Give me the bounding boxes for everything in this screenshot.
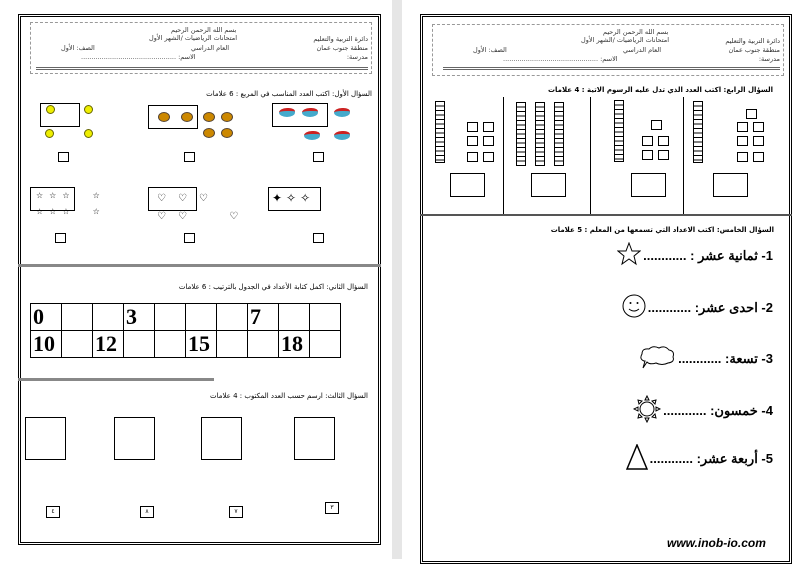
answer-box[interactable]: [184, 233, 195, 243]
grade: الصف: الأول: [473, 46, 507, 54]
digit-box: ٧: [229, 506, 243, 518]
table-cell: 0: [31, 304, 62, 331]
listening-item-text: 2- احدى عشر: ............: [647, 299, 773, 315]
draw-box[interactable]: [25, 417, 66, 460]
table-cell[interactable]: [155, 331, 186, 358]
table-cell[interactable]: [310, 331, 341, 358]
listening-item-text: 5- أربعة عشر: ............: [649, 450, 773, 466]
draw-box[interactable]: [114, 417, 155, 460]
digit-box: ٣: [325, 502, 339, 514]
heart-icons: ♡♡♡ ♡♡ ♡: [157, 193, 251, 222]
answer-box[interactable]: [58, 152, 69, 162]
exam-title: امتحانات الرياضيات /الشهر الأول: [149, 34, 238, 42]
numbers-table: [30, 303, 341, 358]
sparkle-icons: ✦✧✧: [272, 191, 315, 205]
q4-title: السؤال الرابع: اكتب العدد الذي تدل عليه الرسوم الاتية : 4 علامات: [547, 86, 773, 94]
answer-box[interactable]: [313, 233, 324, 243]
header-divider: [36, 67, 368, 70]
table-cell: 10: [31, 331, 62, 358]
listening-item-text: 3- تسعة: ............: [678, 350, 773, 366]
table-cell[interactable]: [217, 331, 248, 358]
q5-title: السؤال الخامس: اكتب الاعداد التي تسمعها من المعلم : 5 علامات: [550, 226, 774, 234]
student-name[interactable]: الاسم: ..............................................: [81, 53, 196, 61]
star-icons: ☆☆☆ ☆ ☆☆☆ ☆: [36, 191, 106, 216]
directorate: دائرة التربية والتعليم: [313, 35, 368, 43]
section-divider: [18, 264, 381, 267]
answer-box[interactable]: [313, 152, 324, 162]
page-gutter: [392, 0, 402, 559]
table-cell[interactable]: [93, 304, 124, 331]
table-cell[interactable]: [155, 304, 186, 331]
year: العام الدراسي: [191, 44, 230, 52]
section-divider: [420, 214, 792, 216]
left-header: [30, 22, 372, 74]
smiley-icon: [46, 105, 55, 114]
table-cell[interactable]: [248, 331, 279, 358]
table-cell: 3: [124, 304, 155, 331]
table-cell: 7: [248, 304, 279, 331]
answer-box[interactable]: [631, 173, 666, 197]
exam-title: امتحانات الرياضيات /الشهر الأول: [581, 36, 670, 44]
table-cell: 12: [93, 331, 124, 358]
answer-box[interactable]: [55, 233, 66, 243]
smiley-face-icon: [622, 294, 646, 321]
digit-box: ٨: [140, 506, 154, 518]
q2-title: السؤال الثاني: اكمل كتابة الأعداد في الجدول بالترتيب : 6 علامات: [178, 283, 368, 291]
school: مدرسة:: [346, 53, 368, 61]
listening-item[interactable]: [626, 444, 773, 473]
column-divider: [503, 97, 504, 215]
column-divider: [590, 97, 591, 215]
listening-item[interactable]: [622, 294, 773, 321]
table-cell[interactable]: [310, 304, 341, 331]
answer-box[interactable]: [531, 173, 566, 197]
section-divider: [18, 378, 214, 381]
draw-box[interactable]: [294, 417, 335, 460]
table-cell: 15: [186, 331, 217, 358]
listening-item-text: 4- خمسون: ............: [663, 402, 773, 418]
year: العام الدراسي: [623, 46, 662, 54]
watermark: www.inob-io.com: [667, 536, 766, 550]
student-name[interactable]: الاسم: ..............................................: [503, 55, 618, 63]
listening-item[interactable]: [633, 395, 773, 426]
header-divider: [443, 67, 780, 70]
listening-item[interactable]: [638, 345, 773, 372]
draw-box[interactable]: [201, 417, 242, 460]
school: مدرسة:: [758, 55, 780, 63]
table-cell[interactable]: [217, 304, 248, 331]
table-cell[interactable]: [279, 304, 310, 331]
column-divider: [683, 97, 684, 215]
basmala: بسم الله الرحمن الرحيم: [603, 28, 669, 36]
answer-box[interactable]: [450, 173, 485, 197]
basmala: بسم الله الرحمن الرحيم: [171, 26, 237, 34]
listening-item[interactable]: [617, 242, 773, 269]
table-cell[interactable]: [186, 304, 217, 331]
table-row: [31, 304, 341, 331]
table-cell[interactable]: [62, 331, 93, 358]
right-page: [420, 14, 792, 564]
q1-title: السؤال الأول: اكتب العدد المناسب في المربع : 6 علامات: [206, 90, 372, 98]
digit-box: ٤: [46, 506, 60, 518]
q3-title: السؤال الثالث: ارسم حسب العدد المكتوب : 4 علامات: [210, 392, 368, 400]
grade: الصف: الأول: [61, 44, 95, 52]
star-icon: [617, 242, 641, 269]
region: منطقة جنوب عمان: [316, 44, 368, 52]
triangle-icon: [626, 444, 648, 473]
answer-box[interactable]: [713, 173, 748, 197]
right-header: [432, 24, 784, 76]
answer-box[interactable]: [184, 152, 195, 162]
sun-icon: [633, 395, 661, 426]
directorate: دائرة التربية والتعليم: [725, 37, 780, 45]
table-cell[interactable]: [124, 331, 155, 358]
listening-item-text: 1- ثمانية عشر : ............: [643, 247, 773, 263]
smiley-icon: [84, 105, 93, 114]
cloud-icon: [638, 345, 676, 372]
table-row: [31, 331, 341, 358]
table-cell[interactable]: [62, 304, 93, 331]
smiley-icon: [84, 129, 93, 138]
region: منطقة جنوب عمان: [728, 46, 780, 54]
table-cell: 18: [279, 331, 310, 358]
smiley-icon: [45, 129, 54, 138]
